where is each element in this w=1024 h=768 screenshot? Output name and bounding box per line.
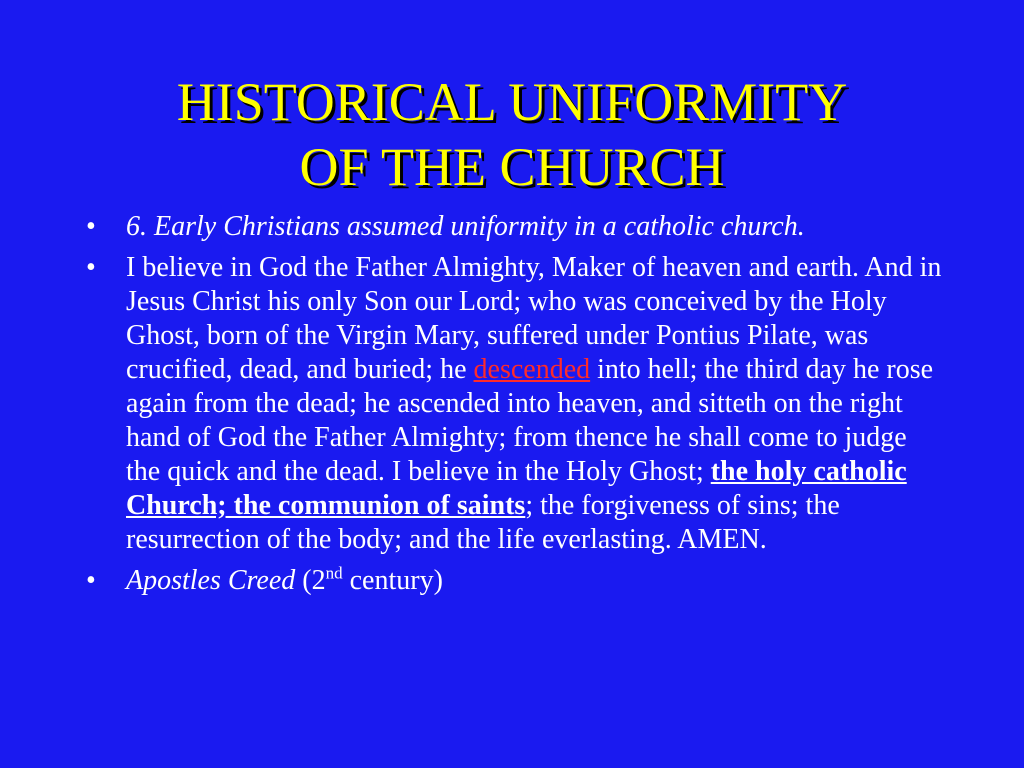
bullet-icon: • (86, 565, 96, 596)
slide-title (0, 70, 1024, 200)
slide-title-line-2: OF THE CHURCH (299, 137, 725, 197)
descended-link[interactable]: descended (473, 354, 591, 385)
source-text-close: century) (342, 565, 443, 596)
creed-text-middle: into hell; the third day he rose again from the dead; he ascended into heaven, and sitteth on the right hand of God the Father Almighty; from thence he shall come to judge the quick and the dead. I believe in the Holy Ghost; (126, 354, 934, 487)
creed-emphasis-catholic-church: the holy catholic Church; the communion of saints (126, 456, 907, 521)
source-superscript: nd (325, 563, 343, 583)
slide-title-line-1: HISTORICAL UNIFORMITY (176, 72, 848, 132)
source-title: Apostles Creed (126, 565, 296, 596)
bullet-icon: • (86, 252, 96, 283)
bullet-item-uniformity (86, 210, 946, 244)
creed-text-start: I believe in God the Father Almighty, Maker of heaven and earth. And in Jesus Christ his only Son our Lord; who was conceived by the Holy Ghost, born of the Virgin Mary, suffered under Pontius Pilate, was crucified, dead, and buried; he (126, 252, 942, 385)
creed-text-end: ; the forgiveness of sins; the resurrection of the body; and the life everlasting. AMEN. (126, 490, 840, 555)
bullet-list (86, 210, 946, 605)
bullet-icon: • (86, 211, 96, 242)
bullet-item-source (86, 564, 946, 598)
bullet-item-creed (86, 251, 946, 557)
bullet-text-uniformity: 6. Early Christians assumed uniformity in a catholic church. (126, 211, 805, 242)
source-text-open: (2 (295, 565, 326, 596)
